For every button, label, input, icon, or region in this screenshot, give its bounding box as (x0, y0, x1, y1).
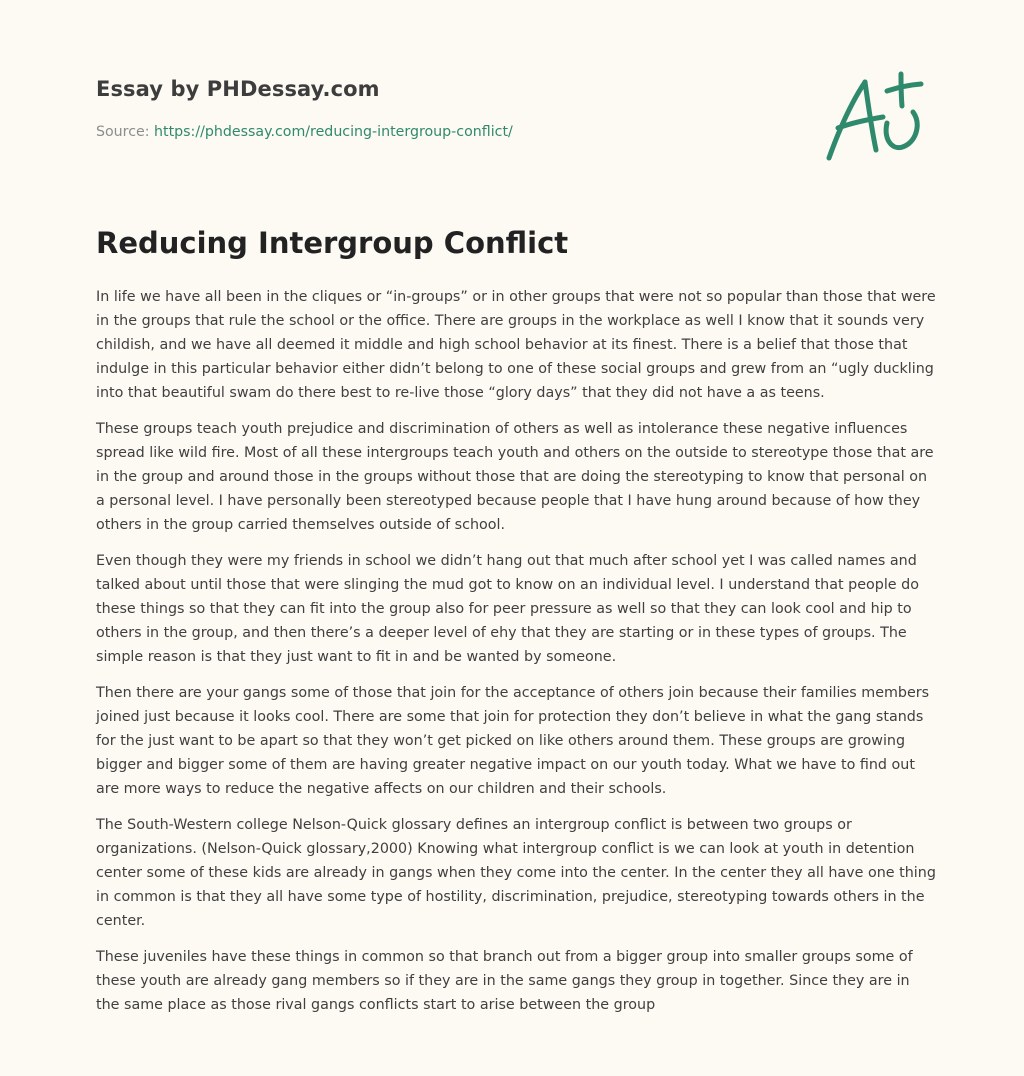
source-line (96, 124, 513, 140)
essay-paragraph: The South-Western college Nelson-Quick glossary defines an intergroup conflict is between two groups or organizations. (Nelson-Quick glossary,2000) Knowing what intergroup conflict is we can look at youth in detention center some of these kids are already in gangs when they come into the center. In the center they all have one thing in common is that they all have some type of hostility, discrimination, prejudice, stereotyping towards others in the center. (96, 817, 936, 929)
essay-paragraph: Even though they were my friends in school we didn’t hang out that much after school yet I was called names and talked about until those that were slinging the mud got to know on an individual level. I understand that people do these things so that they can fit into the group also for peer pressure as well so that they can look cool and hip to others in the group, and then there’s a deeper level of ehy that they are starting or in these types of groups. The simple reason is that they just want to fit in and be wanted by someone. (96, 553, 919, 665)
essay-paragraph: These juveniles have these things in common so that branch out from a bigger group into smaller groups some of these youth are already gang members so if they are in the same gangs they group in together. Since they are in the same place as those rival gangs conflicts start to arise between the group (96, 949, 913, 1013)
essay-body (96, 285, 936, 1029)
essay-paragraph: Then there are your gangs some of those that join for the acceptance of others join because their families members joined just because it looks cool. There are some that join for protection they don’t believe in what the gang stands for the just want to be apart so that they won’t get picked on like others around them. These groups are growing bigger and bigger some of them are having greater negative impact on our youth today. What we have to find out are more ways to reduce the negative affects on our children and their schools. (96, 685, 930, 797)
site-brand: Essay by PHDessay.com (96, 77, 380, 101)
source-label: Source: (96, 124, 150, 140)
essay-title: Reducing Intergroup Conflict (96, 226, 569, 260)
a-plus-logo-icon (821, 68, 926, 168)
essay-paragraph: In life we have all been in the cliques or “in-groups” or in other groups that were not so popular than those that were in the groups that rule the school or the office. There are groups in the workplace as well I know that it sounds very childish, and we have all deemed it middle and high school behavior at its finest. There is a belief that those that indulge in this particular behavior either didn’t belong to one of these social groups and grew from an “ugly duckling into that beautiful swam do there best to re-live those “glory days” that they did not have a as teens. (96, 289, 936, 401)
essay-paragraph: These groups teach youth prejudice and discrimination of others as well as intolerance these negative influences spread like wild fire. Most of all these intergroups teach youth and others on the outside to stereotype those that are in the group and around those in the groups without those that are doing the stereotyping to know that personal on a personal level. I have personally been stereotyped because people that I have hung around because of how they others in the group carried themselves outside of school. (96, 421, 934, 533)
source-link[interactable]: https://phdessay.com/reducing-intergroup-conflict/ (154, 124, 513, 140)
